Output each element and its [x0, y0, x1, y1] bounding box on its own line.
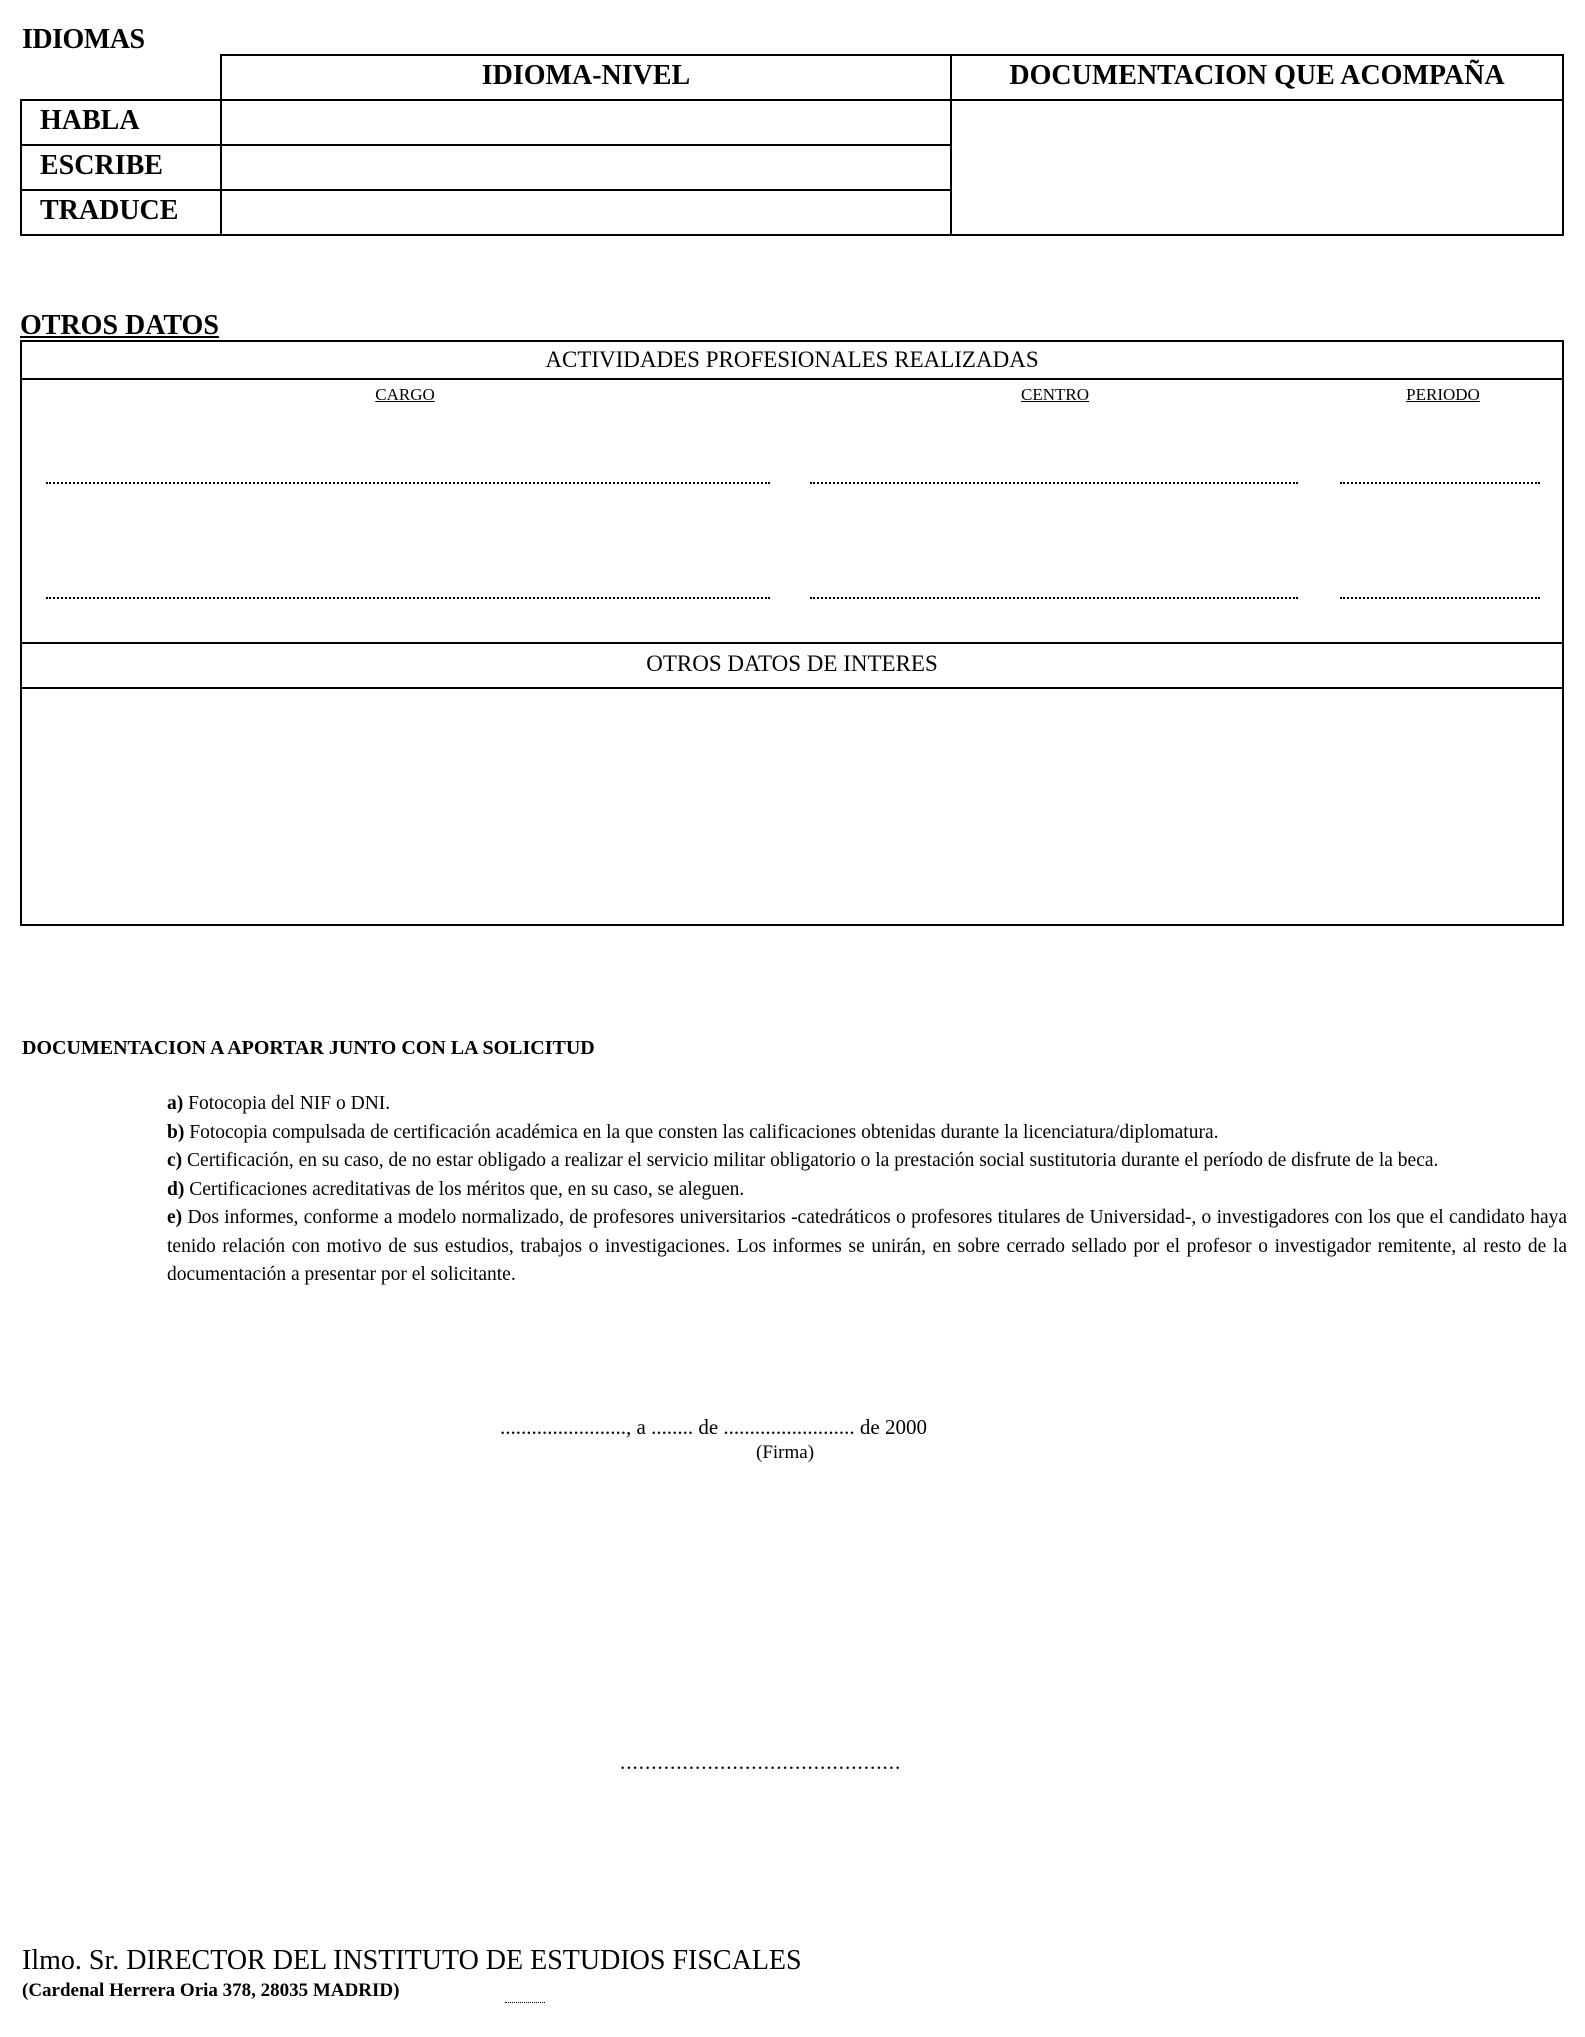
firma-label: (Firma) [756, 1442, 815, 1463]
row-label-traduce: TRADUCE [40, 195, 179, 226]
column-header-periodo: PERIODO [1406, 385, 1480, 404]
otros-datos-interes-header: OTROS DATOS DE INTERES [646, 651, 938, 676]
periodo-line-1[interactable] [1340, 482, 1540, 484]
documentacion-list [167, 1090, 1567, 1290]
list-item [167, 1204, 1567, 1290]
direccion-dots [505, 2002, 545, 2003]
destinatario-line: Ilmo. Sr. DIRECTOR DEL INSTITUTO DE ESTUDIOS FISCALES [22, 1945, 802, 1976]
list-item [167, 1147, 1567, 1176]
column-header-documentacion: DOCUMENTACION QUE ACOMPAÑA [1009, 60, 1505, 91]
section-title-otros-datos: OTROS DATOS [20, 310, 219, 341]
firma-signature-line[interactable]: ............................................. [620, 1750, 902, 1774]
item-letter: e) [167, 1207, 183, 1228]
documentacion-field[interactable] [952, 101, 1562, 233]
column-header-idioma-nivel: IDIOMA-NIVEL [481, 60, 691, 91]
list-item [167, 1119, 1567, 1148]
item-letter: b) [167, 1121, 185, 1143]
item-letter: c) [167, 1150, 183, 1171]
centro-line-2[interactable] [810, 597, 1298, 599]
item-text: Certificaciones acreditativas de los méritos que, en su caso, se aleguen. [184, 1178, 745, 1200]
row-label-escribe: ESCRIBE [40, 150, 163, 181]
item-letter: a) [167, 1093, 184, 1114]
section-title-idiomas: IDIOMAS [22, 24, 145, 55]
otros-datos-interes-field[interactable] [22, 689, 1562, 924]
column-header-cargo: CARGO [375, 385, 435, 404]
item-text: Dos informes, conforme a modelo normalizado, de profesores universitarios -catedráticos o profesores titulares de Universidad-, o investigadores con los que el candidato haya tenido relación con motivo de sus estudios, trabajos o investigaciones. Los informes se unirán, en sobre cerrado sellado por el profesor o investigador remitente, al resto de la documentación a presentar por el solicitante. [167, 1207, 1567, 1285]
actividades-header: ACTIVIDADES PROFESIONALES REALIZADAS [545, 347, 1039, 372]
list-item [167, 1090, 1567, 1119]
centro-line-1[interactable] [810, 482, 1298, 484]
habla-field[interactable] [222, 101, 950, 143]
item-text: Certificación, en su caso, de no estar obligado a realizar el servicio militar obligatorio o la prestación social sustitutoria durante el período de disfrute de la beca. [182, 1150, 1439, 1171]
item-letter: d) [167, 1178, 185, 1200]
cargo-line-1[interactable] [46, 482, 770, 484]
list-item [167, 1176, 1567, 1205]
row-label-habla: HABLA [40, 105, 140, 136]
item-text: Fotocopia compulsada de certificación académica en la que consten las calificaciones obtenidas durante la licenciatura/diplomatura. [184, 1121, 1219, 1143]
item-text: Fotocopia del NIF o DNI. [183, 1093, 391, 1114]
escribe-field[interactable] [222, 146, 950, 188]
column-header-centro: CENTRO [1021, 385, 1089, 404]
direccion-line: (Cardenal Herrera Oria 378, 28035 MADRID) [22, 1980, 400, 2001]
periodo-line-2[interactable] [1340, 597, 1540, 599]
fecha-line[interactable]: ........................, a ........ de ......................... de 2000 [500, 1415, 927, 1439]
documentacion-title: DOCUMENTACION A APORTAR JUNTO CON LA SOLICITUD [22, 1037, 595, 1059]
cargo-line-2[interactable] [46, 597, 770, 599]
traduce-field[interactable] [222, 191, 950, 233]
